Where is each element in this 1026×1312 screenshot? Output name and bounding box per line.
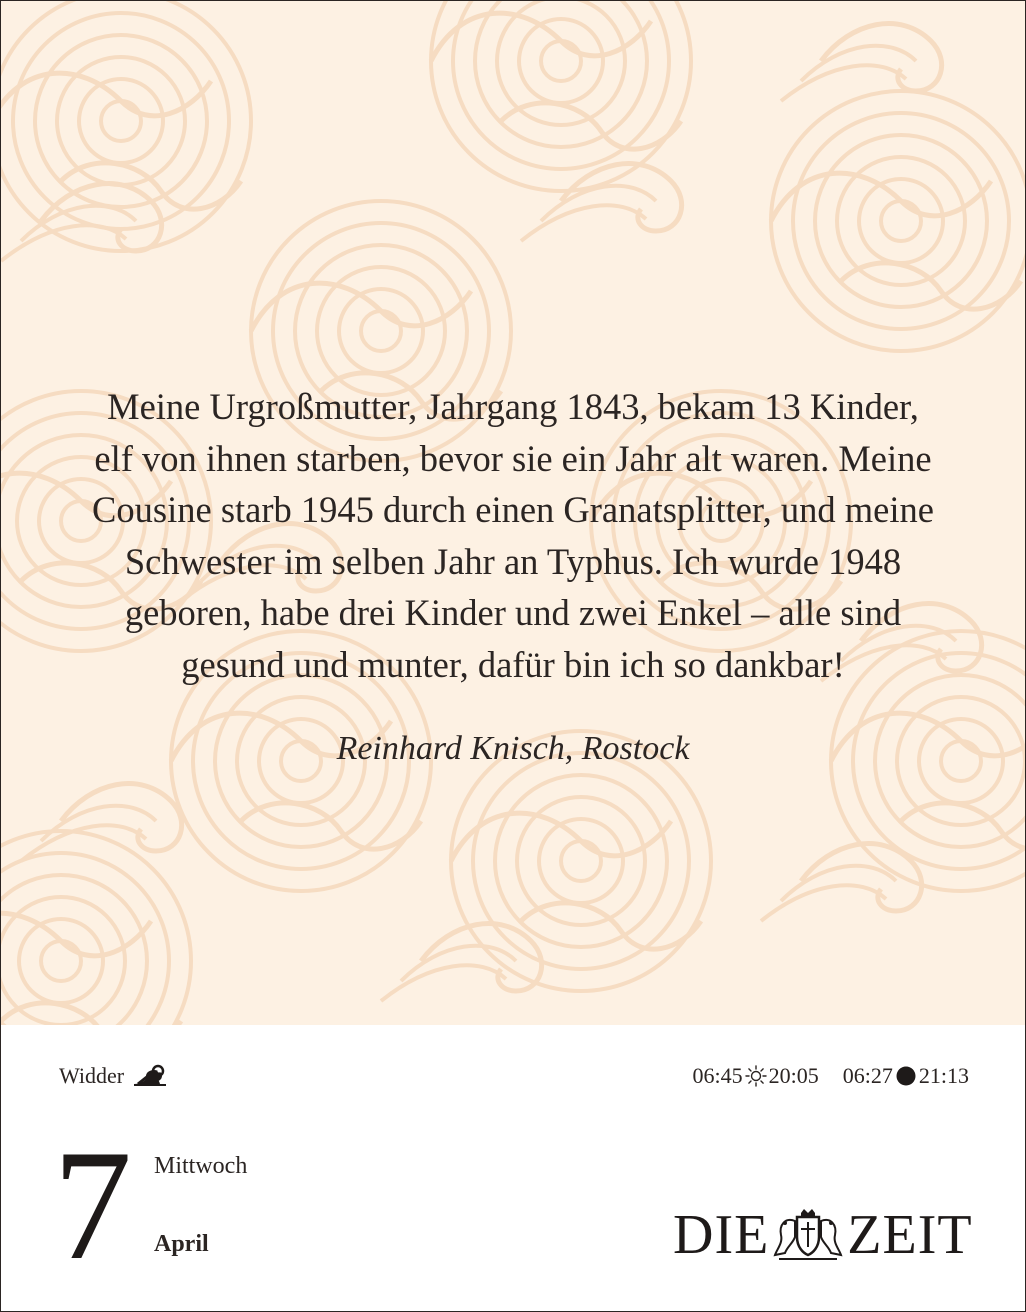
sun-moon-times (693, 1061, 970, 1091)
quote-line: elf von ihnen starben, bevor sie ein Jahr alt waren. Meine (94, 437, 932, 479)
day-number: 7 (53, 1118, 132, 1293)
moonset-time: 21:13 (918, 1063, 969, 1088)
quote-line: Schwester im selben Jahr an Typhus. Ich wurde 1948 (124, 540, 902, 582)
sun-icon (745, 1065, 767, 1087)
ram-icon (132, 1064, 168, 1088)
quote-line: Cousine starb 1945 durch einen Granatsplitter, und meine (92, 489, 934, 530)
quote-text (41, 381, 985, 690)
sunset-time: 20:05 (768, 1063, 819, 1088)
quote-panel (1, 1, 1025, 1025)
quote-line: geboren, habe drei Kinder und zwei Enkel – alle sind (124, 592, 902, 633)
logo-text-right: ZEIT (847, 1204, 973, 1266)
quote-line: gesund und munter, dafür bin ich so dankbar! (181, 643, 845, 685)
quote-author: Reinhard Knisch, Rostock (336, 730, 690, 767)
sunrise-time: 06:45 (692, 1063, 743, 1088)
zodiac-sign (59, 1061, 168, 1091)
month-label: April (154, 1231, 209, 1257)
quote-line: Meine Urgroßmutter, Jahrgang 1843, bekam 13 Kinder, (107, 386, 919, 427)
zodiac-label: Widder (59, 1063, 125, 1088)
coat-of-arms-icon (771, 1207, 845, 1263)
weekday-label: Mittwoch (154, 1153, 248, 1179)
moonrise-time: 06:27 (842, 1063, 893, 1088)
die-zeit-logo (673, 1204, 973, 1266)
new-moon-icon (895, 1065, 917, 1087)
logo-text-left: DIE (673, 1204, 770, 1266)
